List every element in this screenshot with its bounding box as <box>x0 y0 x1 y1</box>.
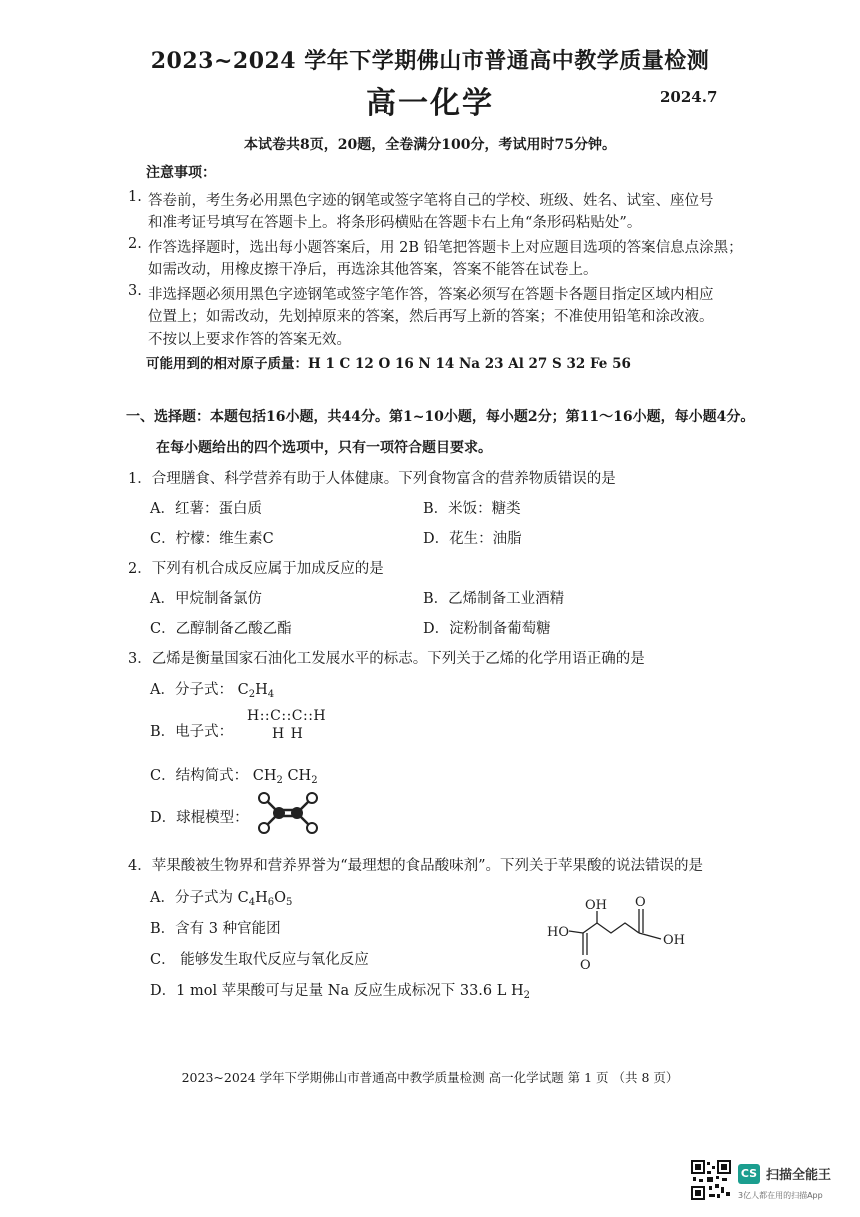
question-2-option-b: B．乙烯制备工业酒精 <box>423 591 565 607</box>
question-3-option-c <box>150 764 318 786</box>
question-1-option-b: B．米饭：糖类 <box>423 501 521 517</box>
o-top-label: O <box>635 895 646 910</box>
ball-and-stick-model-icon <box>252 788 324 838</box>
question-4-option-b: B．含有 3 种官能团 <box>150 921 281 937</box>
notes-heading: 注意事项： <box>146 165 216 181</box>
question-4-option-d: D．1 mol 苹果酸可与足量 Na 反应生成标况下 33.6 L $H_2$ <box>150 983 530 1001</box>
question-4-option-a: A．分子式为 $C_4H_6O_5$ <box>150 890 293 908</box>
camscanner-logo: CS <box>738 1164 760 1184</box>
note-line: 位置上；如需改动，先划掉原来的答案，然后再写上新的答案；不准使用铅笔和涂改液。 <box>148 309 714 325</box>
note-number: 3. <box>128 283 142 299</box>
question-1-option-a: A．红薯：蛋白质 <box>150 501 262 517</box>
question-1-option-c: C．柠檬：维生素C <box>150 531 274 547</box>
question-1-option-d: D．花生：油脂 <box>423 531 522 547</box>
oh-right-label: OH <box>663 933 685 948</box>
oh-top-label: OH <box>585 898 607 913</box>
structural-formula: $CH_2$ $CH_2$ <box>252 768 318 786</box>
subject-title: 高一化学 <box>366 86 494 121</box>
note-line: 答卷前，考生务必用黑色字迹的钢笔或签字笔将自己的学校、班级、姓名、试室、座位号 <box>148 193 714 209</box>
question-3-option-b-label: B．电子式： <box>150 724 234 740</box>
question-2-stem: 2．下列有机合成反应属于加成反应的是 <box>128 561 384 577</box>
electron-formula-line1: H::C::C::H <box>247 708 327 724</box>
note-line: 和准考证号填写在答题卡上。将条形码横贴在答题卡右上角“条形码粘贴处”。 <box>148 215 642 231</box>
note-number: 2. <box>128 236 142 252</box>
exam-title: 2023~2024 学年下学期佛山市普通高中教学质量检测 <box>150 48 710 74</box>
exam-info: 本试卷共8页，20题，全卷满分100分，考试用时75分钟。 <box>244 137 616 153</box>
o-bottom-label: O <box>580 958 591 973</box>
option-label: C．结构简式： <box>150 768 249 784</box>
note-number: 1. <box>128 189 142 205</box>
note-line: 如需改动，用橡皮擦干净后，再选涂其他答案，答案不能答在试卷上。 <box>148 262 598 278</box>
question-4-option-c: C． 能够发生取代反应与氧化反应 <box>150 952 369 968</box>
molecular-formula: $C_2H_4$ <box>237 682 275 700</box>
question-2-option-d: D．淀粉制备葡萄糖 <box>423 621 551 637</box>
note-line: 不按以上要求作答的答案无效。 <box>148 332 351 348</box>
malic-acid-structure-diagram <box>545 895 695 977</box>
page-footer: 2023~2024 学年下学期佛山市普通高中教学质量检测 高一化学试题 第 1 页 （共 8 页） <box>181 1070 679 1085</box>
question-2-option-c: C．乙醇制备乙酸乙酯 <box>150 621 292 637</box>
option-label: A．分子式： <box>150 682 233 698</box>
note-line: 作答选择题时，选出每小题答案后，用 2B 铅笔把答题卡上对应题目选项的答案信息点涂黑； <box>148 240 743 256</box>
section-subheading: 在每小题给出的四个选项中，只有一项符合题目要求。 <box>156 440 492 456</box>
qr-code-icon <box>691 1160 731 1200</box>
exam-date: 2024.7 <box>660 88 718 106</box>
question-3-option-a <box>150 678 274 700</box>
section-heading: 一、选择题：本题包括16小题，共44分。第1~10小题，每小题2分；第11～16小题，每小题4分。 <box>126 409 755 425</box>
note-line: 非选择题必须用黑色字迹钢笔或签字笔作答，答案必须写在答题卡各题目指定区域内相应 <box>148 287 714 303</box>
question-3-option-d-label: D．球棍模型： <box>150 810 249 826</box>
question-1-stem: 1．合理膳食、科学营养有助于人体健康。下列食物富含的营养物质错误的是 <box>128 471 616 487</box>
atomic-mass-line: 可能用到的相对原子质量：H 1 C 12 O 16 N 14 Na 23 Al 27 S 32 Fe 56 <box>146 356 631 372</box>
question-2-option-a: A．甲烷制备氯仿 <box>150 591 262 607</box>
camscanner-name: 扫描全能王 <box>766 1168 832 1183</box>
camscanner-slogan: 3亿人都在用的扫描App <box>738 1191 823 1200</box>
question-4-stem: 4．苹果酸被生物界和营养界誉为“最理想的食品酸味剂”。下列关于苹果酸的说法错误的是 <box>128 858 704 874</box>
electron-formula-line2: H H <box>272 726 304 742</box>
ho-left-label: HO <box>547 925 569 940</box>
question-3-stem: 3．乙烯是衡量国家石油化工发展水平的标志。下列关于乙烯的化学用语正确的是 <box>128 651 645 667</box>
